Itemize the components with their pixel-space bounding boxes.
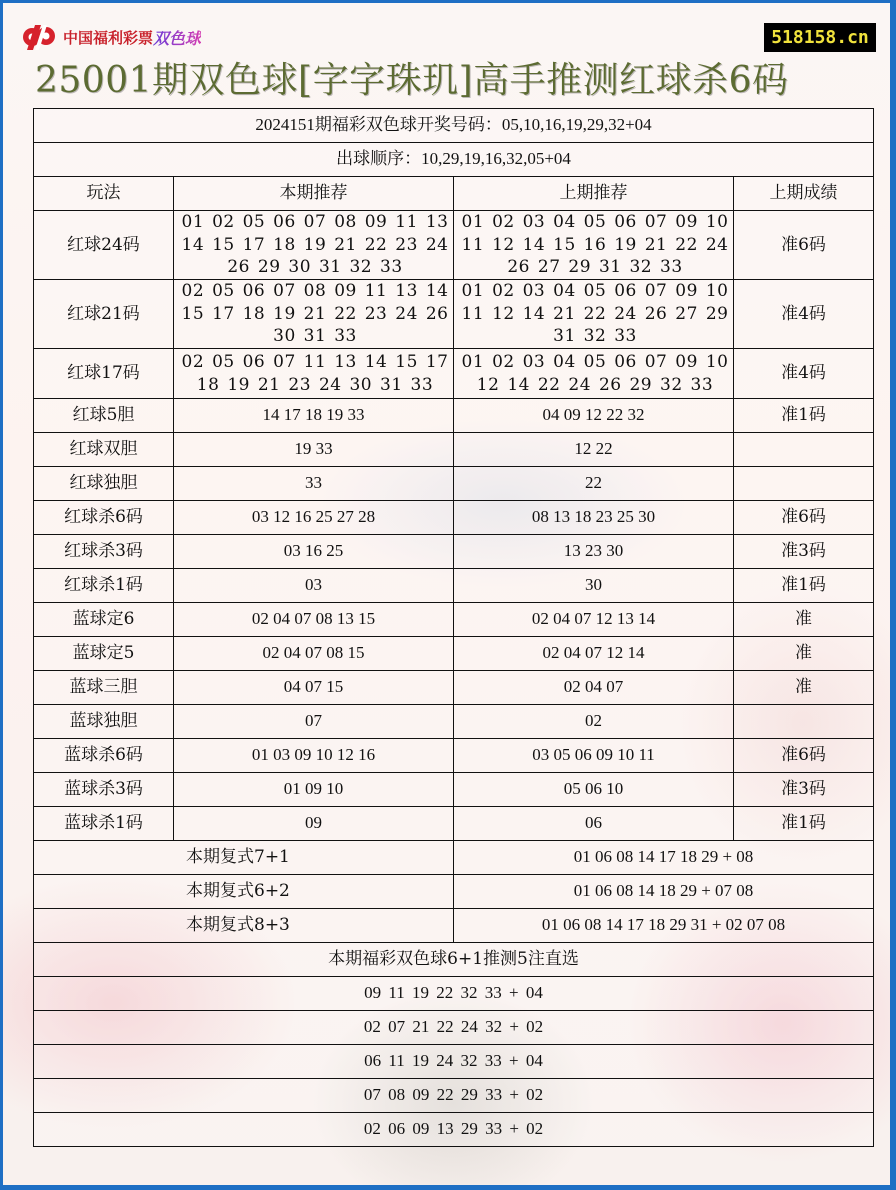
previous-numbers: 04 09 12 22 32: [454, 399, 734, 433]
previous-result: 准3码: [734, 535, 874, 569]
play-name: 红球21码: [34, 280, 174, 349]
compound-label: 本期复式7+1: [34, 841, 454, 875]
play-name: 红球双胆: [34, 433, 174, 467]
current-numbers: 04 07 15: [174, 671, 454, 705]
table-row: [34, 349, 874, 399]
table-row: [34, 705, 874, 739]
previous-numbers: 01 02 03 04 05 06 07 09 10 12 14 22 24 26 29 32 33: [454, 349, 734, 399]
current-numbers: 01 02 05 06 07 08 09 11 13 14 15 17 18 19 21 22 23 24 26 29 30 31 32 33: [174, 211, 454, 280]
play-name: 蓝球杀1码: [34, 807, 174, 841]
table-row: [34, 467, 874, 501]
table-row: [34, 399, 874, 433]
table-row: [34, 603, 874, 637]
play-name: 红球杀1码: [34, 569, 174, 603]
previous-numbers: 06: [454, 807, 734, 841]
column-header-result: 上期成绩: [734, 177, 874, 211]
current-numbers: 03 12 16 25 27 28: [174, 501, 454, 535]
previous-result: [734, 705, 874, 739]
play-name: 红球独胆: [34, 467, 174, 501]
table-row: [34, 280, 874, 349]
play-name: 红球杀3码: [34, 535, 174, 569]
compound-numbers: 01 06 08 14 18 29 + 07 08: [454, 875, 874, 909]
welfare-lottery-logo-icon: [21, 23, 57, 51]
previous-result: [734, 433, 874, 467]
compound-label: 本期复式8+3: [34, 909, 454, 943]
pick-row: 02 07 21 22 24 32 + 02: [34, 1011, 874, 1045]
logo-brand: 双色球: [153, 26, 201, 49]
previous-numbers: 03 05 06 09 10 11: [454, 739, 734, 773]
column-header-previous: 上期推荐: [454, 177, 734, 211]
previous-numbers: 02 04 07 12 14: [454, 637, 734, 671]
previous-result: 准1码: [734, 569, 874, 603]
logo-text: 中国福利彩票: [63, 28, 154, 47]
picks-title: 本期福彩双色球6+1推测5注直选: [34, 943, 874, 977]
previous-numbers: 22: [454, 467, 734, 501]
previous-result: [734, 467, 874, 501]
header: [3, 3, 890, 108]
previous-result: 准: [734, 671, 874, 705]
compound-row: [34, 841, 874, 875]
column-header-play: 玩法: [34, 177, 174, 211]
previous-numbers: 12 22: [454, 433, 734, 467]
table-row: [34, 773, 874, 807]
previous-result: 准3码: [734, 773, 874, 807]
play-name: 蓝球定6: [34, 603, 174, 637]
page-title: 25001期双色球[字字珠玑]高手推测红球杀6码: [35, 60, 789, 101]
compound-row: [34, 909, 874, 943]
previous-result: 准1码: [734, 399, 874, 433]
previous-result: 准6码: [734, 739, 874, 773]
previous-result: 准: [734, 637, 874, 671]
current-numbers: 02 05 06 07 11 13 14 15 17 18 19 21 23 24 30 31 33: [174, 349, 454, 399]
current-numbers: 14 17 18 19 33: [174, 399, 454, 433]
play-name: 蓝球杀6码: [34, 739, 174, 773]
site-badge[interactable]: 518158.cn: [764, 23, 876, 52]
compound-numbers: 01 06 08 14 17 18 29 31 + 02 07 08: [454, 909, 874, 943]
current-numbers: 01 09 10: [174, 773, 454, 807]
current-numbers: 19 33: [174, 433, 454, 467]
play-name: 蓝球杀3码: [34, 773, 174, 807]
table-row: [34, 637, 874, 671]
previous-numbers: 02 04 07: [454, 671, 734, 705]
pick-row: 09 11 19 22 32 33 + 04: [34, 977, 874, 1011]
column-header-current: 本期推荐: [174, 177, 454, 211]
play-name: 红球杀6码: [34, 501, 174, 535]
current-numbers: 33: [174, 467, 454, 501]
table-row: [34, 535, 874, 569]
table-row: [34, 501, 874, 535]
current-numbers: 03: [174, 569, 454, 603]
pick-row: 06 11 19 24 32 33 + 04: [34, 1045, 874, 1079]
previous-numbers: 05 06 10: [454, 773, 734, 807]
compound-label: 本期复式6+2: [34, 875, 454, 909]
previous-result: 准4码: [734, 280, 874, 349]
play-name: 红球24码: [34, 211, 174, 280]
draw-result: 2024151期福彩双色球开奖号码：05,10,16,19,29,32+04: [34, 109, 874, 143]
table-row: [34, 569, 874, 603]
previous-numbers: 02 04 07 12 13 14: [454, 603, 734, 637]
current-numbers: 02 04 07 08 13 15: [174, 603, 454, 637]
compound-numbers: 01 06 08 14 17 18 29 + 08: [454, 841, 874, 875]
previous-numbers: 08 13 18 23 25 30: [454, 501, 734, 535]
current-numbers: 03 16 25: [174, 535, 454, 569]
draw-order: 出球顺序：10,29,19,16,32,05+04: [34, 143, 874, 177]
pick-row: 07 08 09 22 29 33 + 02: [34, 1079, 874, 1113]
play-name: 红球5胆: [34, 399, 174, 433]
play-name: 红球17码: [34, 349, 174, 399]
previous-numbers: 02: [454, 705, 734, 739]
previous-numbers: 01 02 03 04 05 06 07 09 10 11 12 14 15 16 19 21 22 24 26 27 29 31 32 33: [454, 211, 734, 280]
table-row: [34, 211, 874, 280]
previous-result: 准6码: [734, 211, 874, 280]
current-numbers: 09: [174, 807, 454, 841]
play-name: 蓝球独胆: [34, 705, 174, 739]
pick-row: 02 06 09 13 29 33 + 02: [34, 1113, 874, 1147]
previous-numbers: 30: [454, 569, 734, 603]
previous-result: 准6码: [734, 501, 874, 535]
current-numbers: 01 03 09 10 12 16: [174, 739, 454, 773]
play-name: 蓝球三胆: [34, 671, 174, 705]
table-row: [34, 433, 874, 467]
previous-numbers: 13 23 30: [454, 535, 734, 569]
lottery-logo: [21, 23, 201, 51]
table-row: [34, 807, 874, 841]
current-numbers: 07: [174, 705, 454, 739]
previous-numbers: 01 02 03 04 05 06 07 09 10 11 12 14 21 22 24 26 27 29 31 32 33: [454, 280, 734, 349]
table-row: [34, 739, 874, 773]
play-name: 蓝球定5: [34, 637, 174, 671]
previous-result: 准: [734, 603, 874, 637]
previous-result: 准1码: [734, 807, 874, 841]
previous-result: 准4码: [734, 349, 874, 399]
page-frame: [3, 3, 890, 1185]
table-row: [34, 671, 874, 705]
prediction-table: [33, 108, 874, 1147]
compound-row: [34, 875, 874, 909]
current-numbers: 02 05 06 07 08 09 11 13 14 15 17 18 19 21 22 23 24 26 30 31 33: [174, 280, 454, 349]
current-numbers: 02 04 07 08 15: [174, 637, 454, 671]
